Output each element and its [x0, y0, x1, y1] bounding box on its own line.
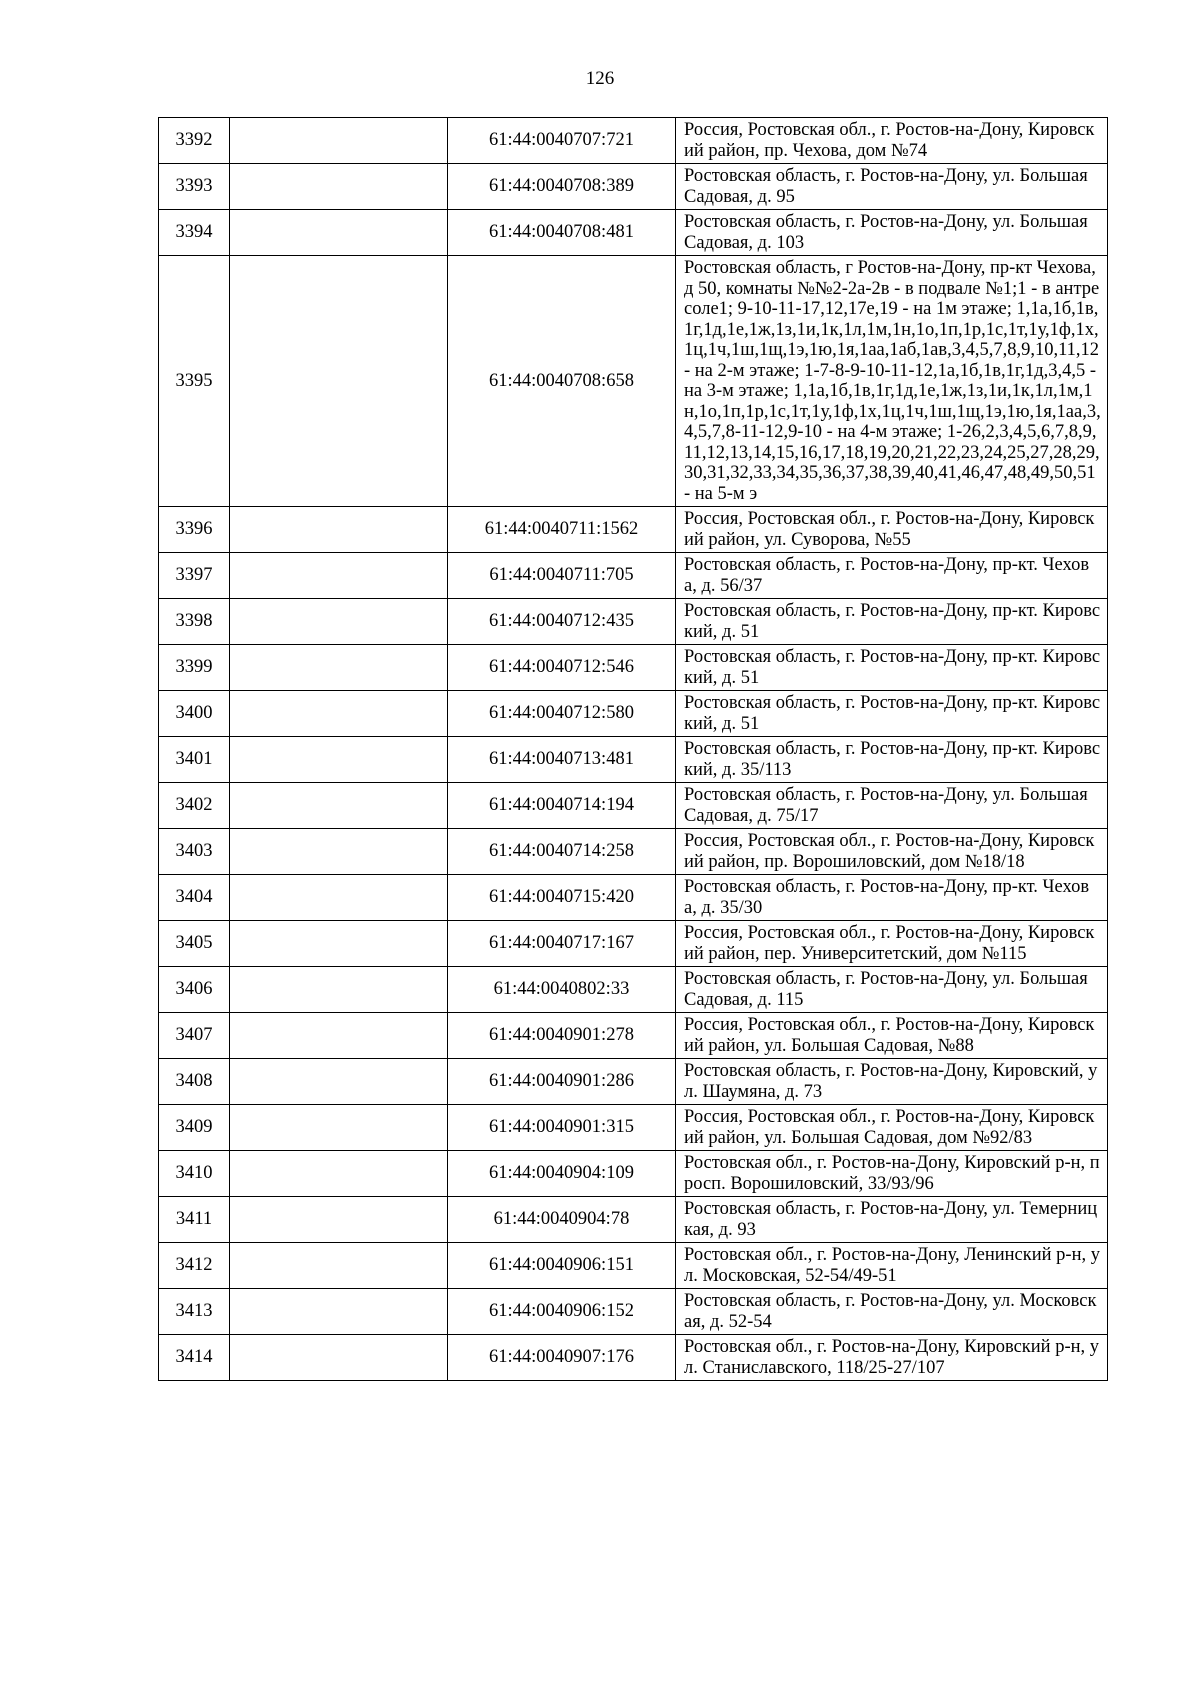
table-row — [159, 599, 1108, 645]
cadastral-number-cell: 61:44:0040713:481 — [448, 737, 676, 783]
cadastral-number-cell: 61:44:0040802:33 — [448, 967, 676, 1013]
row-number-cell: 3398 — [159, 599, 230, 645]
table-row — [159, 921, 1108, 967]
cadastral-number-cell: 61:44:0040906:152 — [448, 1289, 676, 1335]
address-cell: Ростовская область, г. Ростов-на-Дону, ул. Большая Садовая, д. 95 — [676, 164, 1108, 210]
row-number-cell: 3400 — [159, 691, 230, 737]
row-number-cell: 3394 — [159, 210, 230, 256]
address-cell: Россия, Ростовская обл., г. Ростов-на-Дону, Кировский район, ул. Большая Садовая, №88 — [676, 1013, 1108, 1059]
address-cell: Ростовская область, г. Ростов-на-Дону, ул. Большая Садовая, д. 115 — [676, 967, 1108, 1013]
address-cell: Ростовская область, г. Ростов-на-Дону, ул. Большая Садовая, д. 103 — [676, 210, 1108, 256]
table-row — [159, 1151, 1108, 1197]
row-number-cell: 3402 — [159, 783, 230, 829]
row-empty-cell — [230, 1197, 448, 1243]
row-number-cell: 3406 — [159, 967, 230, 1013]
row-number-cell: 3395 — [159, 256, 230, 507]
table-row — [159, 553, 1108, 599]
row-number-cell: 3414 — [159, 1335, 230, 1381]
address-cell: Россия, Ростовская обл., г. Ростов-на-Дону, Кировский район, ул. Большая Садовая, дом №92/83 — [676, 1105, 1108, 1151]
address-cell: Ростовская область, г. Ростов-на-Дону, пр-кт. Кировский, д. 35/113 — [676, 737, 1108, 783]
address-cell: Россия, Ростовская обл., г. Ростов-на-Дону, Кировский район, ул. Суворова, №55 — [676, 507, 1108, 553]
table-row — [159, 829, 1108, 875]
cadastral-number-cell: 61:44:0040712:546 — [448, 645, 676, 691]
address-cell: Ростовская область, г. Ростов-на-Дону, пр-кт. Чехова, д. 35/30 — [676, 875, 1108, 921]
table-row — [159, 164, 1108, 210]
table-row — [159, 645, 1108, 691]
row-number-cell: 3407 — [159, 1013, 230, 1059]
table-row — [159, 1059, 1108, 1105]
row-empty-cell — [230, 737, 448, 783]
row-number-cell: 3397 — [159, 553, 230, 599]
table-row — [159, 1289, 1108, 1335]
row-number-cell: 3410 — [159, 1151, 230, 1197]
address-cell: Ростовская обл., г. Ростов-на-Дону, Кировский р-н, ул. Станиславского, 118/25-27/107 — [676, 1335, 1108, 1381]
cadastral-number-cell: 61:44:0040708:658 — [448, 256, 676, 507]
address-cell: Ростовская область, г Ростов-на-Дону, пр-кт Чехова, д 50, комнаты №№2-2а-2в - в подвале №1;1 - в антресоле1; 9-10-11-17,12,17е,19 - на 1м этаже; 1,1а,1б,1в,1г,1д,1е,1ж,1з,1и,1к,1л,1м,1н,1о,1п,1р,1с,1т,1у,1ф,1х,1ц,1ч,1ш,1щ,1э,1ю,1я,1аа,1аб,1ав,3,4,5,7,8,9,10,11,12 - на 2-м этаже; 1-7-8-9-10-11-12,1а,1б,1в,1г,1д,3,4,5 - на 3-м этаже; 1,1а,1б,1в,1г,1д,1е,1ж,1з,1и,1к,1л,1м,1н,1о,1п,1р,1с,1т,1у,1ф,1х,1ц,1ч,1ш,1щ,1э,1ю,1я,1аа,3,4,5,7,8-11-12,9-10 - на 4-м этаже; 1-26,2,3,4,5,6,7,8,9,11,12,13,14,15,16,17,18,19,20,21,22,23,24,25,27,28,29,30,31,32,33,34,35,36,37,38,39,40,41,46,47,48,49,50,51 - на 5-м э — [676, 256, 1108, 507]
cadastral-number-cell: 61:44:0040712:580 — [448, 691, 676, 737]
address-cell: Ростовская область, г. Ростов-на-Дону, пр-кт. Кировский, д. 51 — [676, 599, 1108, 645]
row-empty-cell — [230, 1289, 448, 1335]
cadastral-number-cell: 61:44:0040907:176 — [448, 1335, 676, 1381]
registry-table — [158, 117, 1108, 1381]
table-row — [159, 691, 1108, 737]
row-number-cell: 3412 — [159, 1243, 230, 1289]
table-row — [159, 210, 1108, 256]
page-number: 126 — [585, 68, 615, 89]
table-row — [159, 118, 1108, 164]
table-row — [159, 875, 1108, 921]
address-cell: Ростовская область, г. Ростов-на-Дону, Кировский, ул. Шаумяна, д. 73 — [676, 1059, 1108, 1105]
row-number-cell: 3408 — [159, 1059, 230, 1105]
row-number-cell: 3413 — [159, 1289, 230, 1335]
row-number-cell: 3401 — [159, 737, 230, 783]
table-row — [159, 783, 1108, 829]
cadastral-number-cell: 61:44:0040711:1562 — [448, 507, 676, 553]
row-number-cell: 3405 — [159, 921, 230, 967]
row-empty-cell — [230, 1105, 448, 1151]
row-number-cell: 3409 — [159, 1105, 230, 1151]
address-cell: Ростовская обл., г. Ростов-на-Дону, Кировский р-н, просп. Ворошиловский, 33/93/96 — [676, 1151, 1108, 1197]
cadastral-number-cell: 61:44:0040714:194 — [448, 783, 676, 829]
cadastral-number-cell: 61:44:0040708:389 — [448, 164, 676, 210]
row-empty-cell — [230, 118, 448, 164]
row-number-cell: 3403 — [159, 829, 230, 875]
cadastral-number-cell: 61:44:0040715:420 — [448, 875, 676, 921]
cadastral-number-cell: 61:44:0040906:151 — [448, 1243, 676, 1289]
cadastral-number-cell: 61:44:0040901:278 — [448, 1013, 676, 1059]
cadastral-number-cell: 61:44:0040717:167 — [448, 921, 676, 967]
cadastral-number-cell: 61:44:0040711:705 — [448, 553, 676, 599]
row-empty-cell — [230, 1059, 448, 1105]
row-empty-cell — [230, 829, 448, 875]
address-cell: Россия, Ростовская обл., г. Ростов-на-Дону, Кировский район, пр. Ворошиловский, дом №18/18 — [676, 829, 1108, 875]
address-cell: Ростовская область, г. Ростов-на-Дону, пр-кт. Чехова, д. 56/37 — [676, 553, 1108, 599]
table-row — [159, 737, 1108, 783]
address-cell: Ростовская область, г. Ростов-на-Дону, ул. Большая Садовая, д. 75/17 — [676, 783, 1108, 829]
row-empty-cell — [230, 967, 448, 1013]
row-empty-cell — [230, 1243, 448, 1289]
row-number-cell: 3411 — [159, 1197, 230, 1243]
row-empty-cell — [230, 599, 448, 645]
row-empty-cell — [230, 783, 448, 829]
row-empty-cell — [230, 256, 448, 507]
table-row — [159, 507, 1108, 553]
row-empty-cell — [230, 210, 448, 256]
table-row — [159, 256, 1108, 507]
address-cell: Ростовская область, г. Ростов-на-Дону, пр-кт. Кировский, д. 51 — [676, 645, 1108, 691]
cadastral-number-cell: 61:44:0040904:109 — [448, 1151, 676, 1197]
table-row — [159, 1243, 1108, 1289]
table-row — [159, 1197, 1108, 1243]
cadastral-number-cell: 61:44:0040708:481 — [448, 210, 676, 256]
address-cell: Ростовская область, г. Ростов-на-Дону, пр-кт. Кировский, д. 51 — [676, 691, 1108, 737]
row-number-cell: 3393 — [159, 164, 230, 210]
row-number-cell: 3396 — [159, 507, 230, 553]
cadastral-number-cell: 61:44:0040901:315 — [448, 1105, 676, 1151]
address-cell: Ростовская область, г. Ростов-на-Дону, ул. Темерницкая, д. 93 — [676, 1197, 1108, 1243]
cadastral-number-cell: 61:44:0040712:435 — [448, 599, 676, 645]
row-empty-cell — [230, 645, 448, 691]
row-empty-cell — [230, 164, 448, 210]
row-number-cell: 3404 — [159, 875, 230, 921]
table-row — [159, 1105, 1108, 1151]
row-empty-cell — [230, 1013, 448, 1059]
cadastral-number-cell: 61:44:0040904:78 — [448, 1197, 676, 1243]
row-number-cell: 3392 — [159, 118, 230, 164]
row-empty-cell — [230, 553, 448, 599]
row-number-cell: 3399 — [159, 645, 230, 691]
cadastral-number-cell: 61:44:0040901:286 — [448, 1059, 676, 1105]
address-cell: Ростовская обл., г. Ростов-на-Дону, Ленинский р-н, ул. Московская, 52-54/49-51 — [676, 1243, 1108, 1289]
row-empty-cell — [230, 507, 448, 553]
address-cell: Россия, Ростовская обл., г. Ростов-на-Дону, Кировский район, пр. Чехова, дом №74 — [676, 118, 1108, 164]
table-row — [159, 1013, 1108, 1059]
row-empty-cell — [230, 1151, 448, 1197]
row-empty-cell — [230, 875, 448, 921]
row-empty-cell — [230, 691, 448, 737]
table-row — [159, 1335, 1108, 1381]
address-cell: Россия, Ростовская обл., г. Ростов-на-Дону, Кировский район, пер. Университетский, дом №115 — [676, 921, 1108, 967]
cadastral-number-cell: 61:44:0040707:721 — [448, 118, 676, 164]
row-empty-cell — [230, 1335, 448, 1381]
table-row — [159, 967, 1108, 1013]
address-cell: Ростовская область, г. Ростов-на-Дону, ул. Московская, д. 52-54 — [676, 1289, 1108, 1335]
cadastral-number-cell: 61:44:0040714:258 — [448, 829, 676, 875]
registry-table-body — [159, 118, 1108, 1381]
row-empty-cell — [230, 921, 448, 967]
